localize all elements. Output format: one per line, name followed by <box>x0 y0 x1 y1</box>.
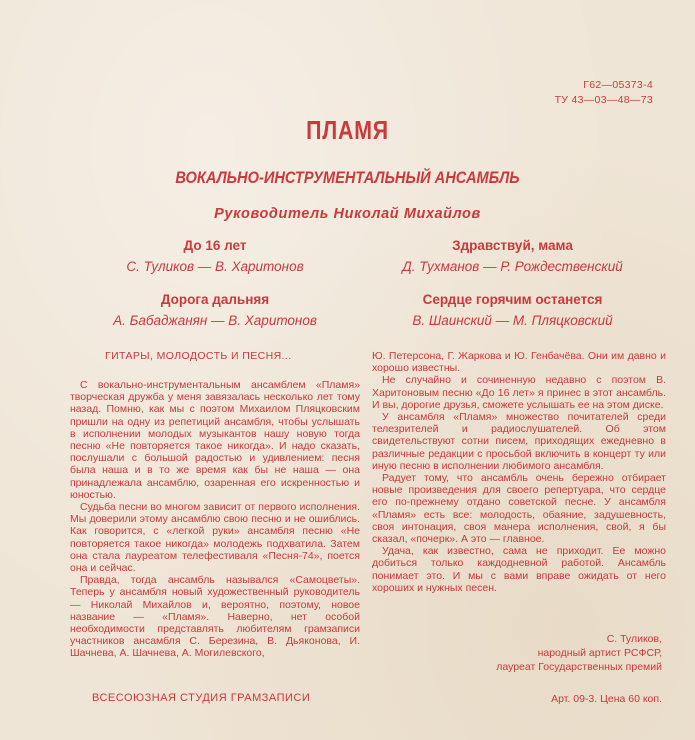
article-paragraph: Судьба песни во многом зависит от первого исполнения. Мы доверили этому ансамблю свою песню и не ошиблись. Как говорится, с «легкой руки» ансамбля песню «Не повторяется такое никогда» молодежь подхватила. Затем она стала лауреатом телефестиваля «Песня-74», поется она и сейчас. <box>70 501 360 575</box>
article-paragraph: Ю. Петерсона, Г. Жаркова и Ю. Генбачёва. Они им давно и хорошо известны. <box>372 350 666 375</box>
article-paragraph: Удача, как известно, сама не приходит. Ее можно добиться только каждодневной работой. Ансамбль понимает это. И мы с вами вправе ожидать от него хороших и нужных песен. <box>372 545 666 594</box>
article-paragraph: Радует тому, что ансамбль очень бережно отбирает новые произведения для своего репертуара, что сердце его по-прежнему отдано советской песне. У ансамбля «Пламя» есть все: молодость, обаяние, задушевность, своя интонация, своя манера исполнения, свой, я бы сказал, «почерк». А это — главное. <box>372 472 666 546</box>
song-name: Здравствуй, мама <box>452 238 573 253</box>
song-authors: В. Шаинский — М. Пляцковский <box>412 313 613 328</box>
signature-title: народный артист РСФСР, <box>537 647 662 659</box>
song-name: До 16 лет <box>183 238 247 253</box>
article-signature <box>496 632 662 674</box>
song-authors: Д. Тухманов — Р. Рождественский <box>402 259 623 274</box>
price-label: Арт. 09-3. Цена 60 коп. <box>551 693 662 705</box>
song-authors: С. Туликов — В. Харитонов <box>126 259 304 274</box>
tech-spec-number: ТУ 43—03—48—73 <box>554 94 653 106</box>
ensemble-subtitle: ВОКАЛЬНО-ИНСТРУМЕНТАЛЬНЫЙ АНСАМБЛЬ <box>175 168 520 187</box>
article-right-column <box>372 350 666 594</box>
studio-name: ВСЕСОЮЗНАЯ СТУДИЯ ГРАМЗАПИСИ <box>92 692 311 704</box>
song-name: Сердце горячим останется <box>422 292 603 307</box>
signature-title: лауреат Государственных премий <box>496 661 662 673</box>
article-paragraph: У ансамбля «Пламя» множество почитателей среди телезрителей и радиослушателей. Об этом свидетельствуют сотни писем, приходящих ежедневно в различные редакции с просьбой включить в концерт ту или иную песню в исполнении любимого ансамбля. <box>372 411 666 472</box>
song-name: Дорога дальняя <box>160 292 270 307</box>
signature-name: С. Туликов, <box>606 633 662 645</box>
song-4 <box>375 292 650 328</box>
ensemble-leader: Руководитель Николай Михайлов <box>214 206 481 222</box>
article-paragraph: Правда, тогда ансамбль назывался «Самоцветы». Теперь у ансамбля новый художественный руководитель — Николай Михайлов и, вероятно, поэтому, новое название — «Пламя». Наверно, нет особой необходимости представлять любителям грамзаписи участников ансамбля С. Березина, В. Дьяконова, И. Шачнева, А. Шачнева, А. Могилевского, <box>70 574 360 660</box>
catalog-numbers <box>555 78 653 108</box>
article-heading: ГИТАРЫ, МОЛОДОСТЬ И ПЕСНЯ... <box>105 350 292 362</box>
article-left-column <box>70 379 360 660</box>
song-3 <box>375 238 650 274</box>
song-2 <box>90 292 340 328</box>
article-paragraph: С вокально-инструментальным ансамблем «Пламя» творческая дружба у меня завязалась несколько лет тому назад. Помню, как мы с поэтом Михаилом Пляцковским пришли на одну из репетиций ансамбля, чтобы услышать в исполнении молодых музыкантов нашу новую тогда песню «Не повторяется такое никогда». И надо сказать, послушали с большой радостью и удивлением: песня была наша и в то же время как бы не наша — она принадлежала ансамблю, озаренная его искренностью и юностью. <box>70 379 360 501</box>
song-authors: А. Бабаджанян — В. Харитонов <box>113 313 317 328</box>
catalog-number: Г62—05373-4 <box>583 79 653 91</box>
ensemble-title: ПЛАМЯ <box>306 115 389 145</box>
song-1 <box>100 238 330 274</box>
article-paragraph: Не случайно и сочиненную недавно с поэтом В. Харитоновым песню «До 16 лет» я принес в этот ансамбль. И вы, дорогие друзья, сможете услышать ее на этом диске. <box>372 374 666 411</box>
